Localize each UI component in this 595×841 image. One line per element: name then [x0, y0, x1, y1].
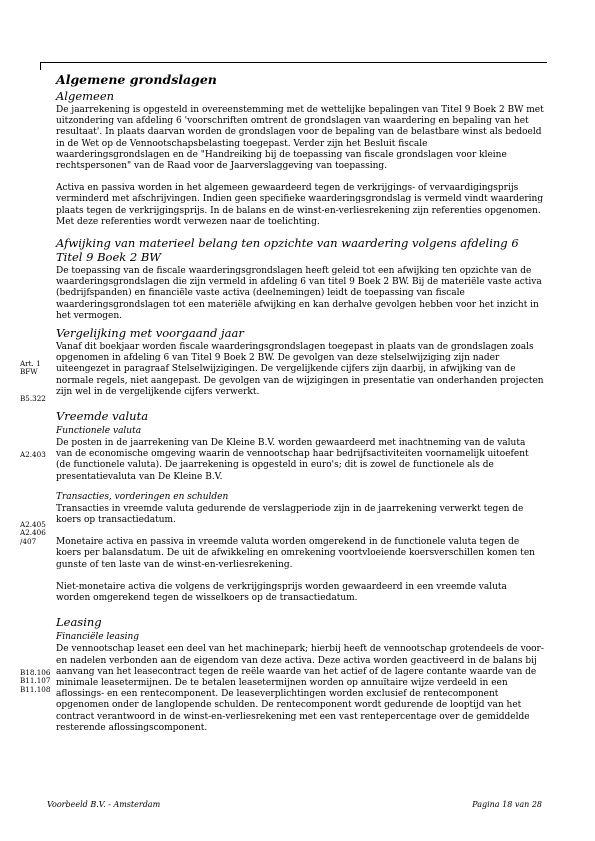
margin-note-art1-bfw: Art. 1 BFW [20, 359, 41, 377]
paragraph-transacties-1: Transacties in vreemde valuta gedurende de verslagperiode zijn in de jaarrekening verwerkt tegen de koers op transactiedatum. [56, 503, 524, 526]
paragraph-algemeen-2: Activa en passiva worden in het algemeen gewaardeerd tegen de verkrijgings- of vervaardigingsprijs verminderd met afschrijvingen. Indien geen specifieke waarderingsgrondslag is vermeld vindt waardering plaats tegen de verkrijgingsprijs. In de balans en de winst-en-verliesrekening zijn referenties opgenomen. Met deze referenties wordt verwezen naar de toelichting. [56, 183, 544, 227]
document-body [56, 72, 544, 734]
paragraph-transacties-2: Monetaire activa en passiva in vreemde valuta worden omgerekend in de functionele valuta tegen de koers per balansdatum. De uit de afwikkeling en omrekening voortvloeiende koersverschillen komen ten gunste of ten laste van de winst-en-verliesrekening. [56, 537, 535, 570]
margin-note-b5322: B5.322 [20, 394, 46, 403]
page-frame-left-rule [40, 62, 41, 70]
section-title: Algemene grondslagen [56, 72, 217, 87]
page-frame-top-rule [40, 62, 547, 63]
subheading-transacties: Transacties, vorderingen en schulden [56, 491, 229, 502]
paragraph-financiele-leasing: De vennootschap leaset een deel van het machinepark; hierbij heeft de vennootschap grotendeels de voor- en nadelen verbonden aan de eigendom van deze activa. Deze activa worden geactiveerd in de balans bij aanvang van het leasecontract tegen de reële waarde van het actief of de lagere contante waarde van de minimale leasetermijnen. De te betalen leasetermijnen worden op annuïtaire wijze verdeeld in een aflossings- en een rentecomponent. De leaseverplichtingen worden exclusief de rentecomponent opgenomen onder de langlopende schulden. De rentecomponent wordt gedurende de looptijd van het contract verantwoord in de winst-en-verliesrekening met een vast rentepercentage over de gemiddelde resterende aflossingscomponent. [56, 644, 544, 733]
heading-algemeen: Algemeen [56, 89, 115, 103]
margin-note-b18106: B18.106 B11.107 B11.108 [20, 668, 51, 694]
footer-page-number: Pagina 18 van 28 [472, 800, 542, 809]
heading-vreemde-valuta: Vreemde valuta [56, 409, 149, 424]
paragraph-vergelijking-1: Vanaf dit boekjaar worden fiscale waarderingsgrondslagen toegepast in plaats van de grondslagen zoals opgenomen in afdeling 6 van Titel 9 Boek 2 BW. De gevolgen van deze stelselwijziging zijn nader uiteengezet in paragraaf Stelselwijzigingen. De vergelijkende cijfers zijn daarbij, in afwijking van de normale regels, niet aangepast. De gevolgen van de wijzigingen in presentatie van onderhanden projecten zijn wel in de vergelijkende cijfers verwerkt. [56, 342, 544, 397]
footer-company: Voorbeeld B.V. - Amsterdam [47, 800, 161, 809]
heading-afwijking: Afwijking van materieel belang ten opzichte van waardering volgens afdeling 6 Titel 9 Boek 2 BW [56, 236, 519, 265]
paragraph-algemeen-1: De jaarrekening is opgesteld in overeenstemming met de wettelijke bepalingen van Titel 9 Boek 2 BW met uitzondering van afdeling 6 'voorschriften omtrent de grondslagen van waardering en bepaling van het resultaat'. In plaats daarvan worden de grondslagen voor de bepaling van de belastbare winst als bedoeld in de Wet op de Vennootschapsbelasting toegepast. Verder zijn het Besluit fiscale waarderingsgrondslagen en de "Handreiking bij de toepassing van fiscale grondslagen voor kleine rechtspersonen" van de Raad voor de Jaarverslaggeving van toepassing. [56, 105, 544, 172]
margin-note-a2403: A2.403 [20, 450, 46, 459]
paragraph-transacties-3: Niet-monetaire activa die volgens de verkrijgingsprijs worden gewaardeerd in een vreemde valuta worden omgerekend tegen de wisselkoers op de transactiedatum. [56, 581, 507, 604]
subheading-financiele-leasing: Financiële leasing [56, 632, 140, 643]
heading-vergelijking: Vergelijking met voorgaand jaar [56, 326, 244, 341]
heading-leasing: Leasing [56, 615, 102, 630]
paragraph-functionele-valuta: De posten in de jaarrekening van De Kleine B.V. worden gewaardeerd met inachtneming van de valuta van de economische omgeving waarin de vennootschap haar bedrijfsactiviteiten voornamelijk uitoefent (de functionele valuta). De jaarrekening is opgesteld in euro's; dit is zowel de functionele als de presentatievaluta van De Kleine B.V. [56, 438, 529, 482]
paragraph-afwijking-1: De toepassing van de fiscale waarderingsgrondslagen heeft geleid tot een afwijking ten opzichte van de waarderingsgrondslagen die zijn vermeld in afdeling 6 van titel 9 Boek 2 BW. Bij de materiële vaste activa (bedrijfspanden) en financiële vaste activa (deelnemingen) leidt de toepassing van fiscale waarderingsgrondslagen tot een materiële afwijking en kan derhalve gevolgen hebben voor het inzicht in het vermogen. [56, 266, 542, 321]
margin-note-a2405: A2.405 A2.406 /407 [20, 520, 46, 546]
subheading-functionele-valuta: Functionele valuta [56, 426, 142, 437]
